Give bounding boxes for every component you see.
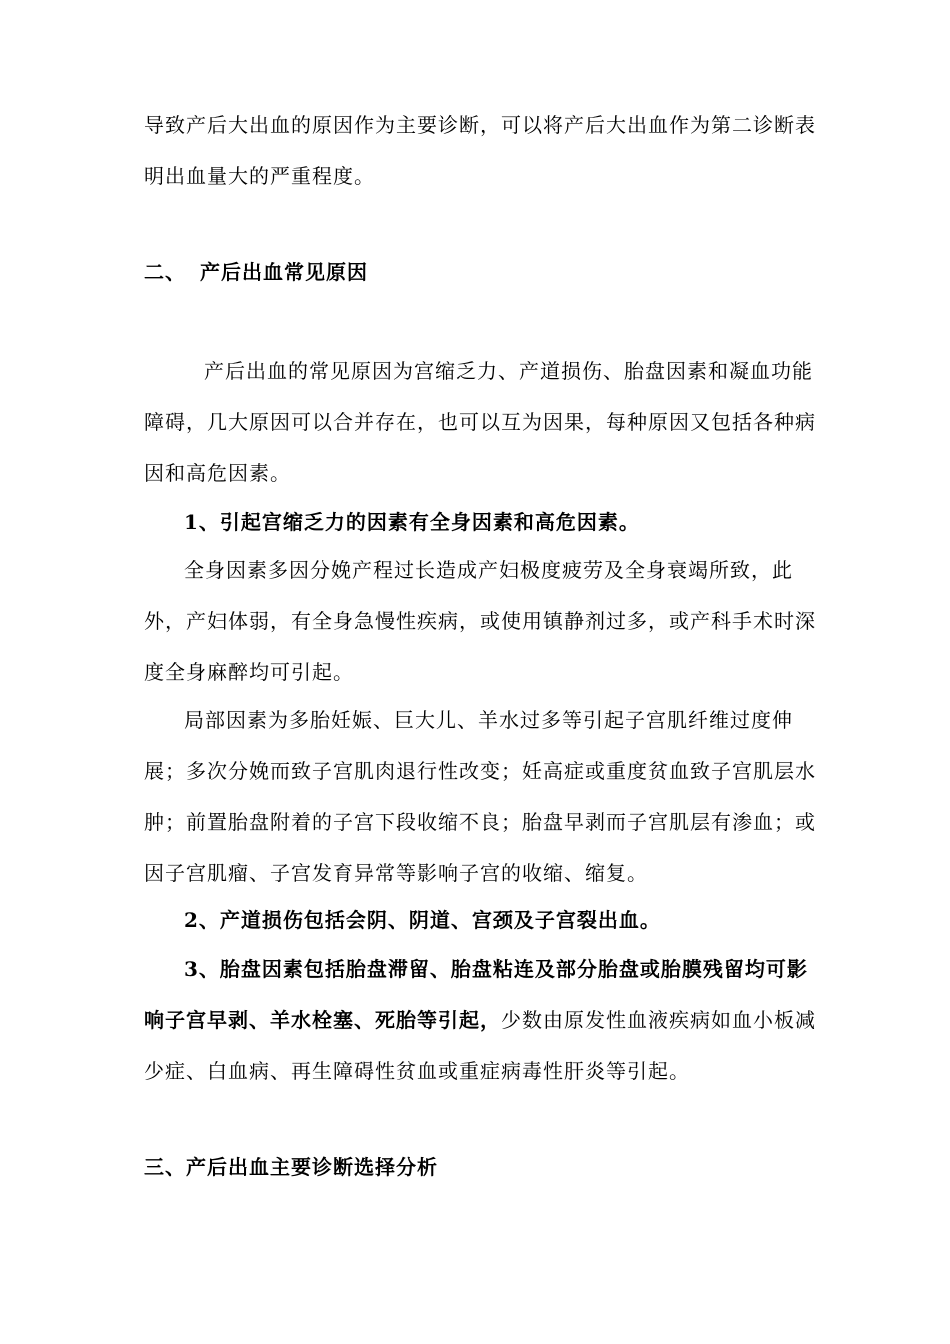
paragraph-item1-general: 全身因素多因分娩产程过长造成产妇极度疲劳及全身衰竭所致，此外，产妇体弱，有全身急慢性疾病，或使用镇静剂过多，或产科手术时深度全身麻醉均可引起。 [144,558,816,684]
section-2-heading [144,257,368,287]
paragraph-section2-intro: 产后出血的常见原因为宫缩乏力、产道损伤、胎盘因素和凝血功能障碍，几大原因可以合并存在，也可以互为因果，每种原因又包括各种病因和高危因素。 [144,359,816,485]
section-2-number: 二、 [144,260,186,284]
section-3-heading: 三、产后出血主要诊断选择分析 [144,1155,438,1179]
section-2-title: 产后出血常见原因 [200,260,368,284]
item-3-bold-text: 3、胎盘因素包括胎盘滞留、胎盘粘连及部分胎盘或胎膜残留均可影响子宫早剥、羊水栓塞、死胎等引起， [144,957,808,1032]
paragraph-item1-local: 局部因素为多胎妊娠、巨大儿、羊水过多等引起子宫肌纤维过度伸展；多次分娩而致子宫肌肉退行性改变；妊高症或重度贫血致子宫肌层水肿；前置胎盘附着的子宫下段收缩不良；胎盘早剥而子宫肌层有渗血；或因子宫肌瘤、子宫发育异常等影响子宫的收缩、缩复。 [144,708,816,885]
paragraph-continuation: 导致产后大出血的原因作为主要诊断，可以将产后大出血作为第二诊断表明出血量大的严重程度。 [144,113,816,188]
item-3-rest-text: 少数由原发性血液疾病如血小板减少症、白血病、再生障碍性贫血或重症病毒性肝炎等引起。 [144,1008,816,1083]
paragraph-item3 [144,944,824,1097]
item-1-heading: 1、引起宫缩乏力的因素有全身因素和高危因素。 [184,510,640,534]
item-2-heading: 2、产道损伤包括会阴、阴道、宫颈及子宫裂出血。 [184,908,661,932]
